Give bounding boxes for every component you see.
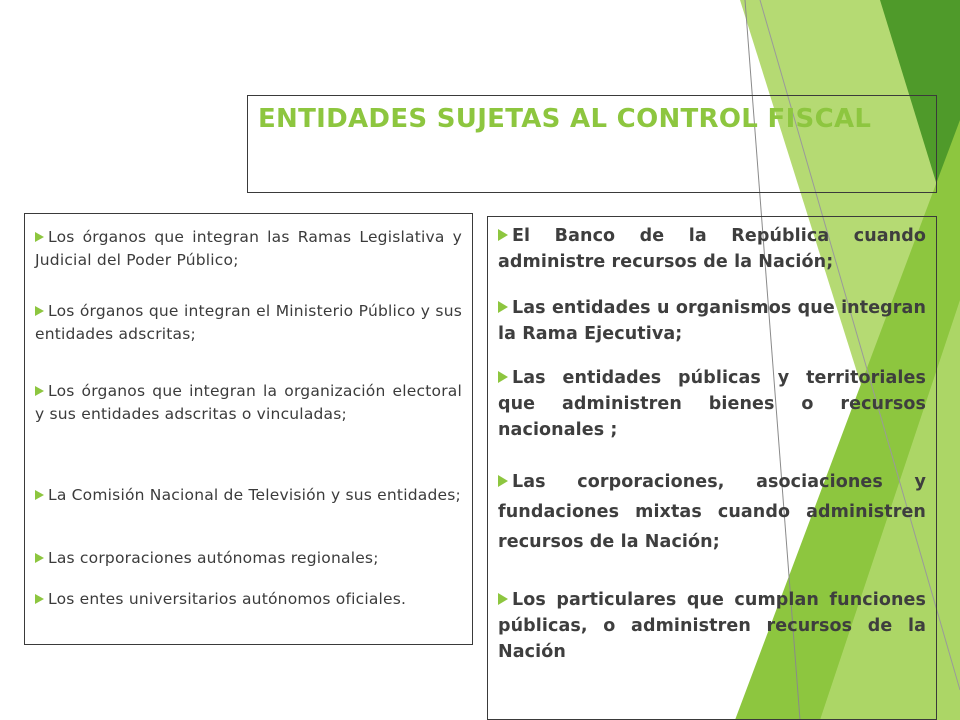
bullet-arrow-icon [498,475,508,487]
bullet-arrow-icon [35,386,44,396]
list-item: Los órganos que integran la organización electoral y sus entidades adscritas o vinculadas; [35,382,462,423]
list-item: La Comisión Nacional de Televisión y sus entidades; [35,484,462,507]
bullet-arrow-icon [498,593,508,605]
bullet-arrow-icon [35,490,44,500]
list-item: Los órganos que integran el Ministerio Público y sus entidades adscritas; [35,302,462,343]
bullet-arrow-icon [498,301,508,313]
bullet-arrow-icon [498,229,508,241]
slide-title: ENTIDADES SUJETAS AL CONTROL FISCAL [258,104,872,134]
bullet-arrow-icon [498,371,508,383]
bullet-arrow-icon [35,306,44,316]
list-item: Los entes universitarios autónomos oficiales. [35,588,462,611]
list-item: Los órganos que integran las Ramas Legislativa y Judicial del Poder Público; [35,228,462,269]
left-list-panel [24,213,473,645]
list-item: Las entidades u organismos que integran la Rama Ejecutiva; [498,298,926,344]
list-item: El Banco de la República cuando administre recursos de la Nación; [498,226,926,272]
title-box [247,95,937,193]
list-item: Las corporaciones, asociaciones y fundaciones mixtas cuando administren recursos de la Nación; [498,472,926,552]
list-item: Los particulares que cumplan funciones públicas, o administren recursos de la Nación [498,590,926,662]
bullet-arrow-icon [35,232,44,242]
list-item: Las entidades públicas y territoriales que administren bienes o recursos nacionales ; [498,368,926,440]
list-item: Las corporaciones autónomas regionales; [35,547,462,570]
bullet-arrow-icon [35,594,44,604]
right-list-panel [487,216,937,720]
bullet-arrow-icon [35,553,44,563]
